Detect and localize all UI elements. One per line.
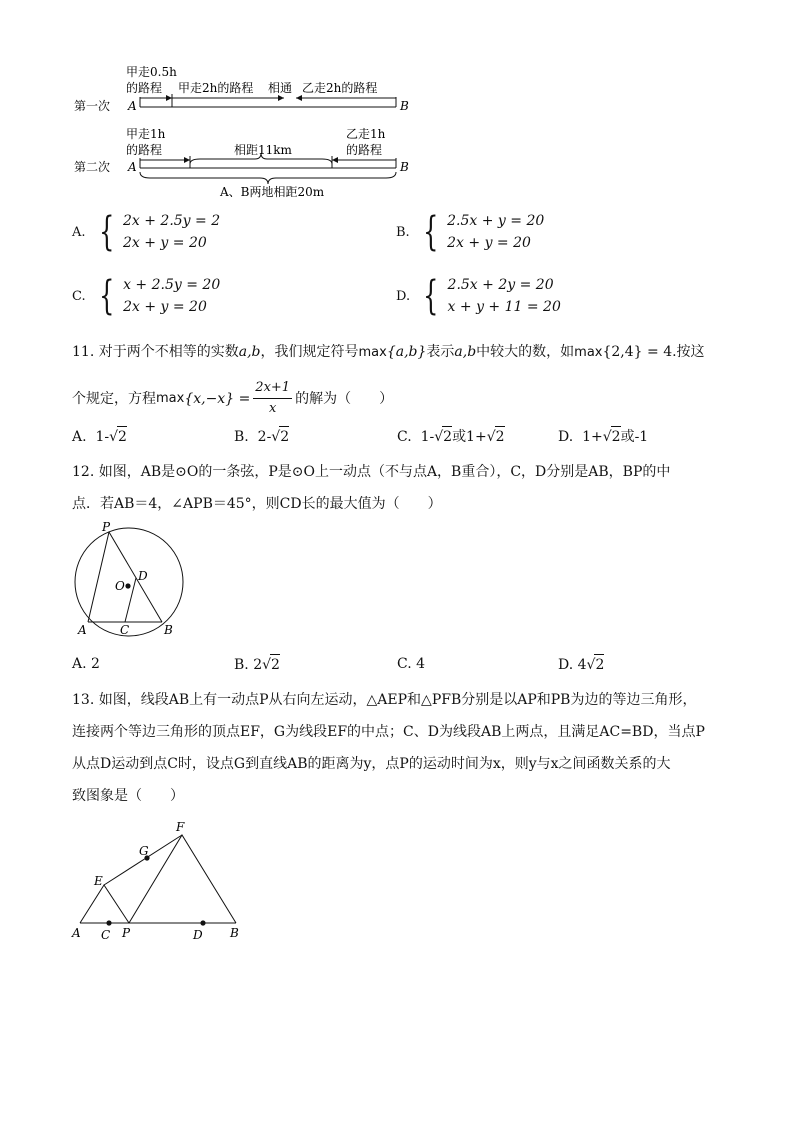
row1-top1: 甲走0.5h bbox=[126, 65, 177, 79]
row1-top2: 的路程 bbox=[126, 81, 163, 95]
row2-mid: 相距11km bbox=[234, 143, 292, 157]
q11-option-a[interactable]: A. 1-√2 bbox=[72, 426, 127, 447]
label-d: D bbox=[193, 928, 203, 942]
label-p: P bbox=[122, 926, 131, 940]
eq1: 2x + 2.5y = 2 bbox=[122, 213, 221, 229]
q11-line1: 11. 对于两个不相等的实数a,b，我们规定符号max{a,b}表示a,b中较大的数，如max{2,4} = 4.按这 bbox=[72, 344, 705, 360]
q13-line2: 连接两个等边三角形的顶点EF，G为线段EF的中点；C、D为线段AB上两点，且满足AC=BD，当点P bbox=[72, 724, 705, 740]
label-d: D bbox=[138, 569, 148, 583]
label-f: F bbox=[176, 820, 185, 834]
label-c: C bbox=[101, 928, 111, 942]
q11-option-d[interactable]: D. 1+√2或-1 bbox=[558, 426, 648, 447]
eq2: x + y + 11 = 20 bbox=[447, 299, 561, 315]
q11-line2: 个规定，方程 max {x,−x} = $\frac{2x+1}{x}$ 的解为（ ） bbox=[72, 378, 393, 419]
label-e: E bbox=[94, 874, 103, 888]
q12-option-a[interactable]: A. 2 bbox=[72, 656, 100, 672]
label-a: A bbox=[78, 623, 87, 637]
eq2: 2x + y = 20 bbox=[447, 235, 531, 251]
q11-fraction: $\frac{2x+1}{x}$ bbox=[255, 380, 291, 416]
q10-option-b[interactable]: B. { 2.5x + y = 20 2x + y = 20 bbox=[396, 209, 545, 255]
eq2: 2x + y = 20 bbox=[123, 299, 207, 315]
option-label: D. bbox=[396, 288, 411, 304]
q13-line1: 13. 如图，线段AB上有一动点P从右向左运动，△AEP和△PFB分别是以AP和PB为边的等边三角形， bbox=[72, 692, 697, 708]
q12-option-c[interactable]: C. 4 bbox=[397, 656, 426, 672]
label-b: B bbox=[230, 926, 239, 940]
label-c: C bbox=[120, 623, 130, 637]
q13-line4: 致图象是（ ） bbox=[72, 788, 184, 804]
point-b-row1: B bbox=[400, 99, 409, 113]
option-label: B. bbox=[396, 224, 410, 240]
row1-mid3: 乙走2h的路程 bbox=[302, 81, 378, 95]
option-label: A. bbox=[72, 224, 86, 240]
eq1: x + 2.5y = 20 bbox=[123, 277, 221, 293]
row1-label: 第一次 bbox=[74, 99, 111, 113]
q12-line2: 点．若AB＝4，∠APB＝45°，则CD长的最大值为（ ） bbox=[72, 496, 442, 512]
point-a-row2: A bbox=[128, 160, 137, 174]
row2-left1: 甲走1h bbox=[126, 127, 166, 141]
label-a: A bbox=[72, 926, 81, 940]
q12-line1: 12. 如图，AB是⊙O的一条弦，P是⊙O上一动点（不与点A，B重合），C，D分别是AB，BP的中 bbox=[72, 464, 671, 480]
label-o: O bbox=[115, 579, 125, 593]
row2-label: 第二次 bbox=[74, 160, 111, 174]
q12-option-d[interactable]: D. 4√2 bbox=[558, 654, 604, 675]
label-b: B bbox=[164, 623, 173, 637]
q11-option-b[interactable]: B. 2-√2 bbox=[234, 426, 289, 447]
row1-mid2: 相通 bbox=[268, 81, 293, 95]
option-label: C. bbox=[72, 288, 86, 304]
eq2: 2x + y = 20 bbox=[122, 235, 207, 251]
q13-line3: 从点D运动到点C时，设点G到直线AB的距离为y，点P的运动时间为x，则y与x之间函数关系的大 bbox=[72, 756, 671, 772]
point-a-row1: A bbox=[128, 99, 137, 113]
row1-mid1: 甲走2h的路程 bbox=[178, 81, 254, 95]
q10-option-d[interactable]: D. { 2.5x + 2y = 20 x + y + 11 = 20 bbox=[396, 273, 561, 319]
q10-option-a[interactable]: A. { 2x + 2.5y = 2 2x + y = 20 bbox=[72, 209, 221, 255]
q11-option-c[interactable]: C. 1-√2或1+√2 bbox=[397, 426, 505, 447]
journey-diagram bbox=[60, 60, 420, 205]
row2-bottom: A、B两地相距20m bbox=[220, 185, 325, 199]
row2-left2: 的路程 bbox=[126, 143, 163, 157]
point-b-row2: B bbox=[400, 160, 409, 174]
label-g: G bbox=[139, 844, 149, 858]
row2-right1: 乙走1h bbox=[346, 127, 386, 141]
q10-option-c[interactable]: C. { x + 2.5y = 20 2x + y = 20 bbox=[72, 273, 221, 319]
row2-right2: 的路程 bbox=[346, 143, 383, 157]
q12-option-b[interactable]: B. 2√2 bbox=[234, 654, 280, 675]
circle-figure bbox=[72, 522, 192, 642]
eq1: 2.5x + 2y = 20 bbox=[447, 277, 554, 293]
label-p: P bbox=[102, 522, 111, 534]
triangle-figure bbox=[64, 815, 254, 945]
eq1: 2.5x + y = 20 bbox=[447, 213, 545, 229]
